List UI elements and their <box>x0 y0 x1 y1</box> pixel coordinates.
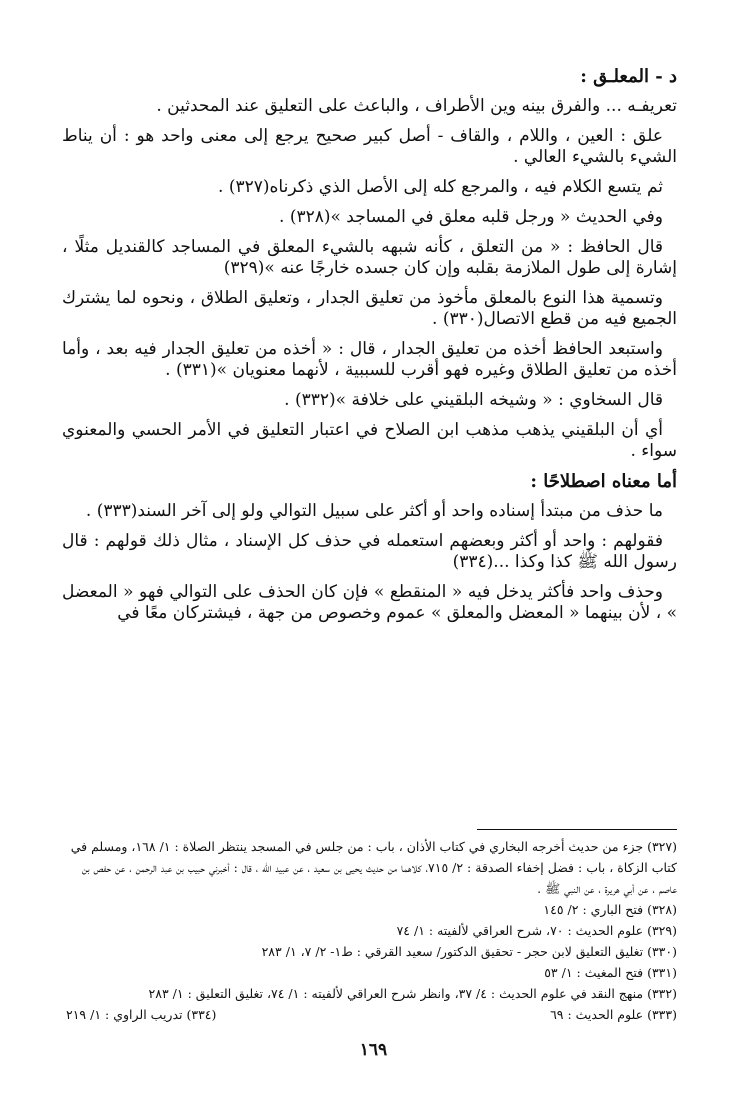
paragraph: فقولهم : واحد أو أكثر وبعضهم استعمله في حذف كل الإسناد ، مثال ذلك قولهم : قال رسول الله ﷺ كذا وكذا ...(٣٣٤) <box>62 531 677 572</box>
footnotes <box>66 836 677 1025</box>
footnote: (٣٣٢) منهج النقد في علوم الحديث : ٤/ ٣٧، وانظر شرح العراقي لألفيته : ١/ ٧٤، تغليق التعليق : ١/ ٢٨٣ <box>148 986 677 1001</box>
paragraph: وفي الحديث « ورجل قلبه معلق في المساجد »(٣٢٨) . <box>279 207 663 227</box>
paragraph: وحذف واحد فأكثر يدخل فيه « المنقطع » فإن كان الحذف على التوالي فهو « المعضل » ، لأن بينهما « المعضل والمعلق » عموم وخصوص من جهة ، فيشتركان معًا في <box>62 582 677 623</box>
paragraph: قال السخاوي : « وشيخه البلقيني على خلافة »(٣٣٢) . <box>284 390 663 410</box>
footnote: (٣٢٧) جزء من حديث أخرجه البخاري في كتاب الأذان ، باب : من جلس في المسجد ينتظر الصلاة : ١/ ١٦٨، ومسلم في كتاب الزكاة ، باب : فضل إخفاء الصدقة : ٢/ ٧١٥، كلاهما من حديث يحيى بن سعيد ، عن عبيد الله ، قال : أخبرني حبيب بن عبد الرحمن ، عن حفص بن عاصم ، عن أبي هريرة ، عن النبي ﷺ . <box>70 839 677 896</box>
page-number: ١٦٩ <box>359 1040 388 1060</box>
section-heading: د - المعلـق : <box>580 66 677 87</box>
paragraph: واستبعد الحافظ أخذه من تعليق الجدار ، قال : « أخذه من تعليق الجدار فيه بعد ، وأما أخذه من تعليق الطلاق وغيره فهو أقرب للسببية ، لأنهما معنويان »(٣٣١) . <box>62 339 677 380</box>
paragraph: تعريفـه ... والفرق بينه وين الأطراف ، والباعث على التعليق عند المحدثين . <box>156 96 677 116</box>
footnote: (٣٣٠) تغليق التعليق لابن حجر - تحقيق الدكتور/ سعيد القرقي : ط١- ٢/ ٧، ١/ ٢٨٣ <box>261 944 677 959</box>
paragraph: وتسمية هذا النوع بالمعلق مأخوذ من تعليق الجدار ، وتعليق الطلاق ، ونحوه لما يشترك الجميع فيه من قطع الاتصال(٣٣٠) . <box>62 288 677 329</box>
paragraph: علق : العين ، واللام ، والقاف - أصل كبير صحيح يرجع إلى معنى واحد هو : أن يناط الشيء بالشيء العالي . <box>62 126 677 167</box>
footnote-separator <box>477 829 677 830</box>
paragraph: قال الحافظ : « من التعلق ، كأنه شبهه بالشيء المعلق في المساجد كالقنديل مثلًا ، إشارة إلى طول الملازمة بقلبه وإن كان جسده خارجًا عنه »(٣٢٩) <box>62 237 677 278</box>
paragraph: ثم يتسع الكلام فيه ، والمرجع كله إلى الأصل الذي ذكرناه(٣٢٧) . <box>218 177 663 197</box>
paragraph: ما حذف من مبتدأ إسناده واحد أو أكثر على سبيل التوالي ولو إلى آخر السند(٣٣٣) . <box>85 501 663 521</box>
footnote: (٣٣٣) علوم الحديث : ٦٩ <box>550 1007 677 1022</box>
paragraph: أي أن البلقيني يذهب مذهب ابن الصلاح في اعتبار التعليق في الأمر الحسي والمعنوي سواء . <box>62 420 677 461</box>
footnote: (٣٢٩) علوم الحديث : ٧٠، شرح العراقي لألفيته : ١/ ٧٤ <box>396 923 677 938</box>
footnote: (٣٢٨) فتح الباري : ٢/ ١٤٥ <box>543 902 677 917</box>
subheading: أما معناه اصطلاحًا : <box>530 471 677 492</box>
footnote: (٣٣١) فتح المغيث : ١/ ٥٣ <box>544 965 677 980</box>
footnote: (٣٣٤) تدريب الراوي : ١/ ٢١٩ <box>66 1007 217 1022</box>
main-text <box>62 66 677 633</box>
footnote-row <box>66 1004 677 1025</box>
